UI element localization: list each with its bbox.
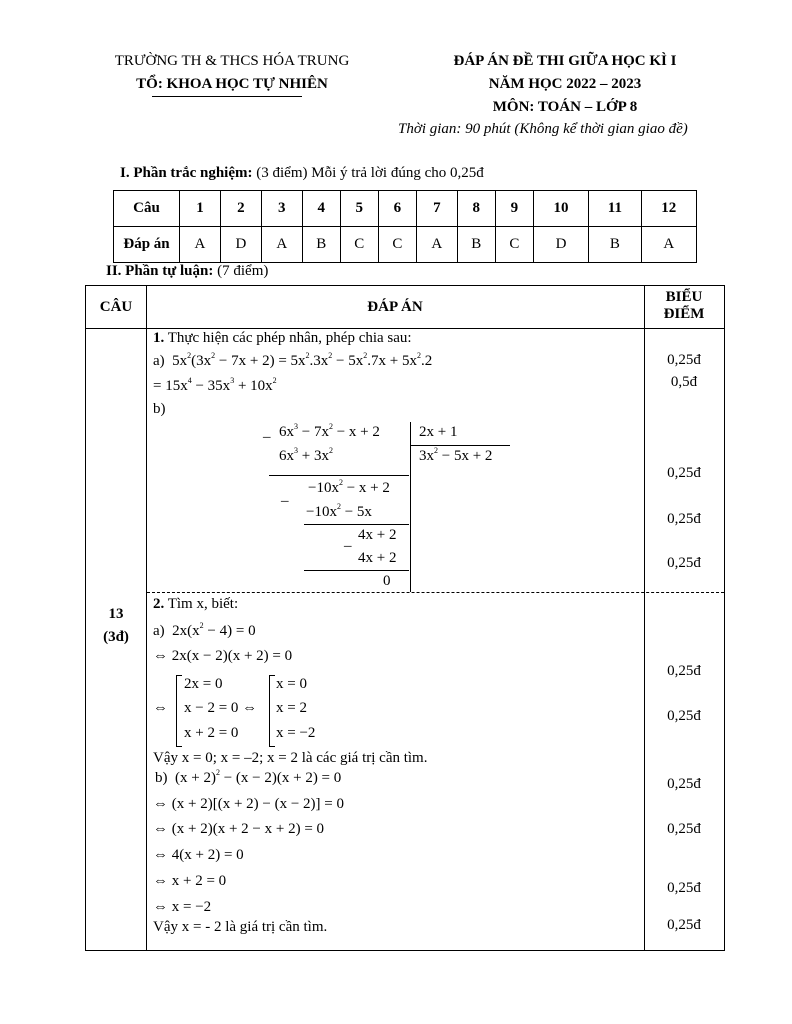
division-minus: _ xyxy=(344,533,352,549)
answer-letter: A xyxy=(641,227,696,263)
answer-letter: D xyxy=(220,227,261,263)
q2b-line5: ⇔ x + 2 = 0 xyxy=(153,873,227,889)
q1a-line2: = $15x^4 - 35x^3 + 10x^2$ xyxy=(153,376,277,394)
q2a-solution: x = −2 xyxy=(276,725,316,741)
school-name: TRƯỜNG TH & THCS HÓA TRUNG xyxy=(114,53,350,69)
col-header-dapan: ĐÁP ÁN xyxy=(367,299,423,315)
department-name: TỔ: KHOA HỌC TỰ NHIÊN xyxy=(136,76,328,92)
school-year: NĂM HỌC 2022 – 2023 xyxy=(488,76,642,92)
division-divisor-line xyxy=(410,445,510,446)
q2b-line2: ⇔ (x + 2)[(x + 2) − (x − 2)] = 0 xyxy=(153,796,345,812)
question-number: 2 xyxy=(220,191,261,227)
col-header-diem: BIỂU ĐIỂM xyxy=(663,289,705,322)
question-number: 7 xyxy=(416,191,457,227)
division-remainder-2: 4x + 2 xyxy=(358,527,397,543)
q1a-line1: a) $5x^2(3x^2 - 7x + 2) = 5x^2.3x^2 - 5x^2.7x + 5x^2.2$ xyxy=(153,351,433,369)
question-number: 8 xyxy=(457,191,495,227)
q2a-solution: x = 2 xyxy=(276,700,307,716)
answer-letter: B xyxy=(457,227,495,263)
score: 0,25đ xyxy=(667,880,701,896)
question-number: 4 xyxy=(302,191,340,227)
q2a-solution: x = 0 xyxy=(276,676,307,692)
answer-letter: A xyxy=(261,227,302,263)
division-line xyxy=(304,570,409,571)
division-bar xyxy=(410,422,411,592)
division-dividend: $6x^3 - 7x^2 - x + 2$ xyxy=(279,422,380,440)
answer-letter: B xyxy=(589,227,641,263)
question-number: 10 xyxy=(533,191,588,227)
part1-heading: I. Phần trắc nghiệm: (3 điểm) Mỗi ý trả lời đúng cho 0,25đ xyxy=(120,165,484,181)
question-number: 11 xyxy=(589,191,641,227)
answer-letter: B xyxy=(302,227,340,263)
answer-letter: A xyxy=(416,227,457,263)
division-subtract-1: $6x^3 + 3x^2$ xyxy=(279,446,333,464)
division-remainder-1: $-10x^2 - x + 2$ xyxy=(308,478,390,496)
division-minus: _ xyxy=(263,424,271,440)
score: 0,25đ xyxy=(667,917,701,933)
row-label-question: Câu xyxy=(114,191,180,227)
q2a-line1: a) $2x(x^2 - 4) = 0$ xyxy=(153,621,256,639)
q2b-line1: b) $(x + 2)^2 - (x - 2)(x + 2) = 0$ xyxy=(155,768,342,786)
answer-letter: C xyxy=(378,227,416,263)
division-line xyxy=(269,475,409,476)
section-divider xyxy=(147,592,724,593)
question-number: 6 xyxy=(378,191,416,227)
answer-key-question-row xyxy=(114,191,697,227)
q1b-label: b) xyxy=(153,401,166,417)
division-quotient: $3x^2 - 5x + 2$ xyxy=(419,446,493,464)
q2b-line4: ⇔ 4(x + 2) = 0 xyxy=(153,847,244,863)
question-number: 1 xyxy=(180,191,221,227)
answer-letter: D xyxy=(533,227,588,263)
time-note: Thời gian: 90 phút (Không kể thời gian giao đề) xyxy=(398,121,688,137)
q2b-line3: ⇔ (x + 2)(x + 2 − x + 2) = 0 xyxy=(153,821,325,837)
division-line xyxy=(304,524,409,525)
bracket xyxy=(269,675,275,747)
q2b-line6: ⇔ x = −2 xyxy=(153,899,212,915)
division-divisor: 2x + 1 xyxy=(419,424,458,440)
question-number: 5 xyxy=(340,191,378,227)
q2-title: 2. Tìm x, biết: xyxy=(153,596,239,612)
header-underline xyxy=(152,96,302,97)
col-header-cau: CÂU xyxy=(99,299,133,315)
question-number: 3 xyxy=(261,191,302,227)
q2b-conclusion: Vậy x = - 2 là giá trị cần tìm. xyxy=(153,919,328,935)
answer-key-table xyxy=(113,190,697,263)
score: 0,25đ xyxy=(667,821,701,837)
score: 0,25đ xyxy=(667,465,701,481)
bracket xyxy=(176,675,182,747)
q1-title: 1. Thực hiện các phép nhân, phép chia sau: xyxy=(153,330,412,346)
division-zero: 0 xyxy=(383,573,391,589)
score: 0,5đ xyxy=(670,374,698,390)
answer-key-answer-row xyxy=(114,227,697,263)
header-divider xyxy=(86,328,724,329)
row-label-answer: Đáp án xyxy=(114,227,180,263)
equivalence-symbol: ⇔ xyxy=(153,700,168,716)
score: 0,25đ xyxy=(667,555,701,571)
score: 0,25đ xyxy=(667,708,701,724)
answer-letter: C xyxy=(495,227,533,263)
score: 0,25đ xyxy=(667,352,701,368)
score: 0,25đ xyxy=(667,776,701,792)
q2a-case: x + 2 = 0 xyxy=(184,725,239,741)
question-points: (3đ) xyxy=(103,629,129,645)
division-subtract-3: 4x + 2 xyxy=(358,550,397,566)
q2a-case: x − 2 = 0 ⇔ xyxy=(184,700,258,716)
q2a-conclusion: Vậy x = 0; x = –2; x = 2 là các giá trị cần tìm. xyxy=(153,750,428,766)
answer-letter: C xyxy=(340,227,378,263)
part2-heading: II. Phần tự luận: (7 điểm) xyxy=(106,263,269,279)
division-subtract-2: $-10x^2 - 5x$ xyxy=(306,502,372,520)
answer-letter: A xyxy=(180,227,221,263)
q2a-line2: ⇔ 2x(x − 2)(x + 2) = 0 xyxy=(153,648,293,664)
division-minus: _ xyxy=(281,488,289,504)
q2a-case: 2x = 0 xyxy=(184,676,223,692)
question-number: 13 xyxy=(108,606,124,622)
document-title: ĐÁP ÁN ĐỀ THI GIỮA HỌC KÌ I xyxy=(453,53,677,69)
score: 0,25đ xyxy=(667,663,701,679)
subject-line: MÔN: TOÁN – LỚP 8 xyxy=(492,99,638,115)
essay-answer-table xyxy=(85,285,725,951)
question-number: 9 xyxy=(495,191,533,227)
score: 0,25đ xyxy=(667,511,701,527)
column-divider xyxy=(146,286,147,950)
question-number: 12 xyxy=(641,191,696,227)
